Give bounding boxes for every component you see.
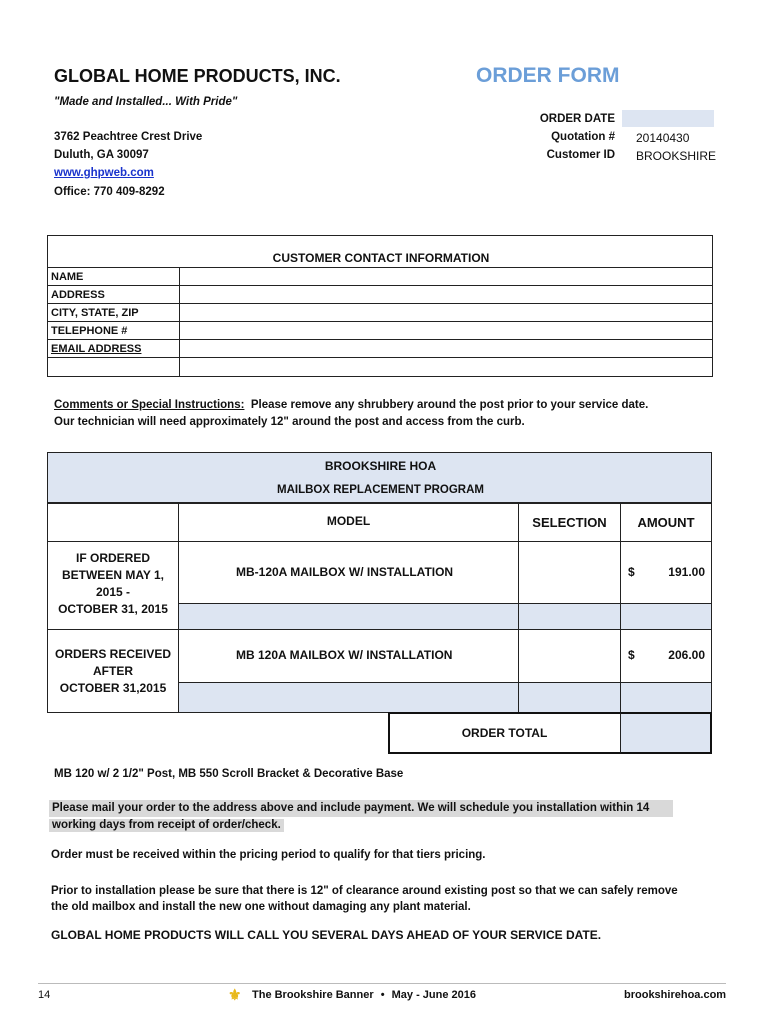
model-1: MB-120A MAILBOX W/ INSTALLATION <box>178 541 519 604</box>
address-line-2: Duluth, GA 30097 <box>54 149 149 161</box>
period-2 <box>47 629 179 713</box>
contact-row-address[interactable] <box>48 285 712 304</box>
clearance-note <box>51 883 678 915</box>
footer-bullet: • <box>380 989 385 1001</box>
contact-label-telephone: TELEPHONE # <box>51 325 128 337</box>
selection-2[interactable] <box>518 629 621 683</box>
col-amount: AMOUNT <box>620 502 712 542</box>
program-header <box>47 452 712 504</box>
contact-row-telephone[interactable] <box>48 321 712 340</box>
order-total-value[interactable] <box>620 712 712 754</box>
mail-instructions <box>49 800 673 833</box>
company-name: GLOBAL HOME PRODUCTS, INC. <box>54 66 341 86</box>
page-number: 14 <box>38 989 51 1001</box>
call-ahead-note: GLOBAL HOME PRODUCTS WILL CALL YOU SEVERAL DAYS AHEAD OF YOUR SERVICE DATE. <box>51 928 602 942</box>
period-2-line-1: ORDERS RECEIVED <box>54 647 172 661</box>
contact-row-blank[interactable] <box>48 357 712 377</box>
customer-id-label: Customer ID <box>546 149 615 161</box>
contact-row-email[interactable] <box>48 339 712 358</box>
customer-id-value: BROOKSHIRE <box>636 149 717 163</box>
period-1-line-4: OCTOBER 31, 2015 <box>58 602 168 616</box>
mail-line-2: working days from receipt of order/check. <box>49 819 284 832</box>
period-1 <box>47 541 179 630</box>
fleur-de-lis-icon: ⚜ <box>228 987 242 1004</box>
order-date-label: ORDER DATE <box>539 113 615 125</box>
period-1-line-2: BETWEEN MAY 1, <box>61 568 165 582</box>
amount-1 <box>620 541 712 604</box>
customer-contact-table <box>47 235 713 377</box>
publication-name: The Brookshire Banner <box>252 989 374 1001</box>
period-1-line-3: 2015 - <box>95 585 131 599</box>
amount-2-value: 206.00 <box>668 648 705 662</box>
model-2: MB 120A MAILBOX W/ INSTALLATION <box>178 629 519 683</box>
footer-site[interactable]: brookshirehoa.com <box>624 989 727 1001</box>
amount-1-currency: $ <box>628 565 635 579</box>
comments <box>54 397 734 431</box>
program-title-1: BROOKSHIRE HOA <box>324 459 437 473</box>
comments-text-2: Our technician will need approximately 12" around the post and access from the curb. <box>54 416 525 428</box>
program-title-2: MAILBOX REPLACEMENT PROGRAM <box>277 484 484 496</box>
amount-2 <box>620 629 712 683</box>
period-1-line-1: IF ORDERED <box>75 551 150 565</box>
clearance-line-2: the old mailbox and install the new one without damaging any plant material. <box>51 901 471 913</box>
order-total-label: ORDER TOTAL <box>461 726 548 740</box>
contact-label-address: ADDRESS <box>51 289 105 301</box>
address-line-1: 3762 Peachtree Crest Drive <box>54 131 203 143</box>
mail-line-1: Please mail your order to the address above and include payment. We will schedule you installation within 14 <box>49 800 673 817</box>
publication-issue: May - June 2016 <box>391 989 476 1001</box>
period-2-line-3: OCTOBER 31,2015 <box>59 681 167 695</box>
amount-1-value: 191.00 <box>668 565 705 579</box>
comments-text-1: Please remove any shrubbery around the post prior to your service date. <box>250 399 649 411</box>
website-link[interactable]: www.ghpweb.com <box>54 167 154 179</box>
contact-row-city[interactable] <box>48 303 712 322</box>
selection-1[interactable] <box>518 541 621 604</box>
tagline: "Made and Installed... With Pride" <box>54 96 238 108</box>
clearance-line-1: Prior to installation please be sure that there is 12" of clearance around existing post so that we can safely remove <box>51 885 678 897</box>
customer-contact-title: CUSTOMER CONTACT INFORMATION <box>272 251 490 265</box>
pricing-period-note: Order must be received within the pricing period to qualify for that tiers pricing. <box>51 849 486 861</box>
contact-label-email: EMAIL ADDRESS <box>51 343 142 355</box>
col-model: MODEL <box>178 502 519 542</box>
amount-2-currency: $ <box>628 648 635 662</box>
office-phone: Office: 770 409-8292 <box>54 186 165 198</box>
contact-label-name: NAME <box>51 271 84 283</box>
contact-row-name[interactable] <box>48 267 712 286</box>
footer-divider <box>38 983 726 984</box>
program-table <box>47 452 712 754</box>
period-2-line-2: AFTER <box>93 664 133 678</box>
contact-label-city: CITY, STATE, ZIP <box>51 307 139 319</box>
comments-label: Comments or Special Instructions: <box>54 399 245 411</box>
col-selection: SELECTION <box>518 502 621 542</box>
footer-publication <box>252 989 476 1001</box>
order-date-field[interactable] <box>622 110 714 127</box>
order-total-label-cell <box>388 712 621 754</box>
product-note: MB 120 w/ 2 1/2" Post, MB 550 Scroll Bracket & Decorative Base <box>54 768 404 780</box>
order-form-title: ORDER FORM <box>476 64 620 87</box>
quotation-label: Quotation # <box>551 131 615 143</box>
quotation-value: 20140430 <box>636 131 690 145</box>
